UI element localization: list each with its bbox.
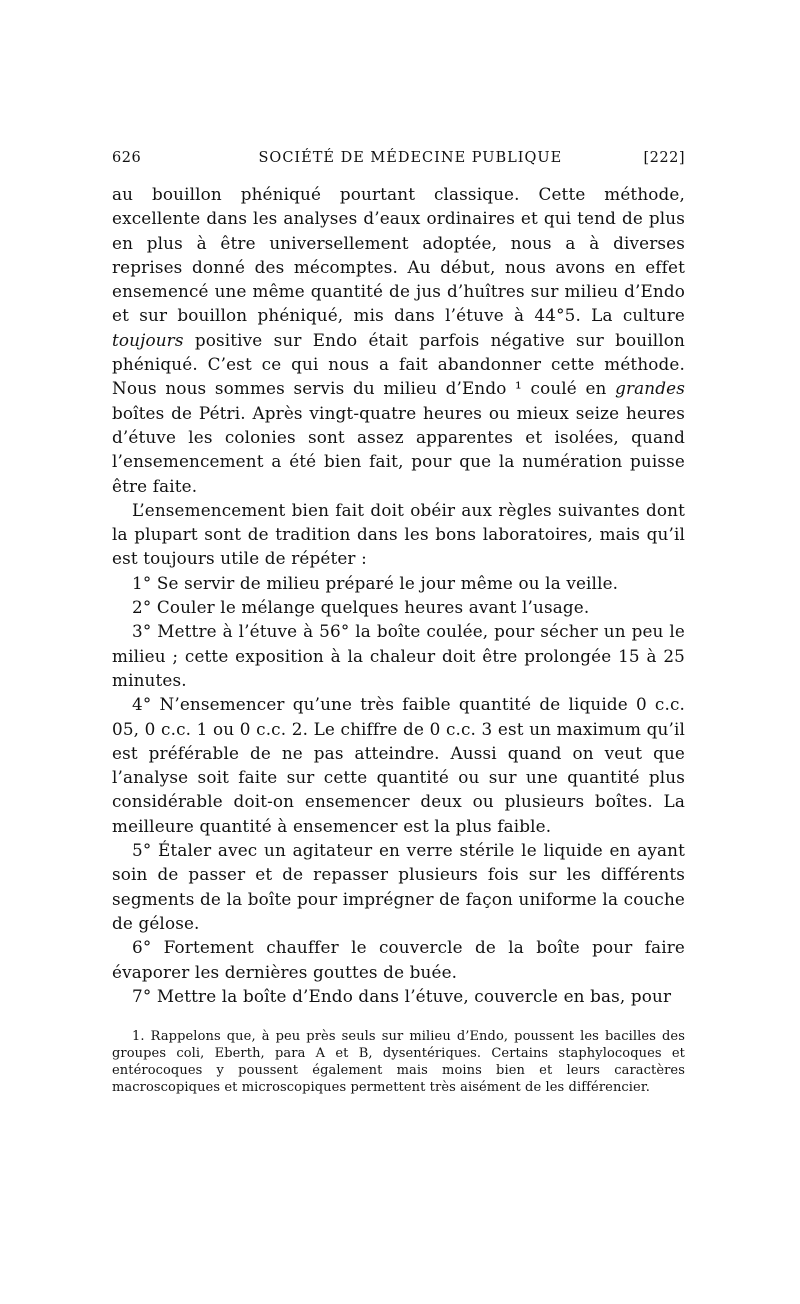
rule-item: 5° Étaler avec un agitateur en verre stérile le liquide en ayant soin de passer et de repasser plusieurs fois sur les différents segments de la boîte pour imprégner de façon uniforme la couche de gélose. (112, 840, 685, 933)
rule-item: 3° Mettre à l’étuve à 56° la boîte coulée, pour sécher un peu le milieu ; cette exposition à la chaleur doit être prolongée 15 à 25 minutes. (112, 621, 685, 690)
bracket-page-number: [222] (643, 150, 685, 166)
rule-item: 2° Couler le mélange quelques heures avant l’usage. (132, 597, 590, 618)
paragraph-text: au bouillon phéniqué pourtant classique. Cette méthode, excellente dans les analyses d’eaux ordinaires et qui tend de plus en plus à être universellement adoptée, nous a à diverses reprises donné des mécomptes. Au début, nous avons en effet ensemencé une même quantité de jus d’huîtres sur milieu d’Endo et sur bouillon phéniqué, mis dans l’étuve à 44°5. La culture (112, 184, 685, 326)
rule-item: 1° Se servir de milieu préparé le jour même ou la veille. (132, 572, 619, 593)
main-text (112, 182, 685, 1008)
rule-item: 6° Fortement chauffer le couvercle de la boîte pour faire évaporer les dernières gouttes de buée. (112, 937, 685, 982)
paragraph-method (112, 182, 685, 498)
book-page (112, 150, 685, 1096)
emphasis-text: grandes (615, 378, 685, 399)
footnote: 1. Rappelons que, à peu près seuls sur milieu d’Endo, poussent les bacilles des groupes coli, Eberth, para A et B, dysentériques. Certains staphylocoques et entérocoques y poussent également mais moins bien et leurs caractères macroscopiques et microscopiques permettent très aisément de les différencier. (112, 1029, 685, 1096)
paragraph-rules-intro: L’ensemencement bien fait doit obéir aux règles suivantes dont la plupart sont de tradition dans les bons laboratoires, mais qu’il est toujours utile de répéter : (112, 499, 685, 569)
running-head (112, 150, 685, 178)
paragraph-text: boîtes de Pétri. Après vingt-quatre heures ou mieux seize heures d’étuve les colonies sont assez apparentes et isolées, quand l’ensemencement a été bien fait, pour que la numération puisse être faite. (112, 402, 685, 496)
page-number: 626 (112, 150, 142, 166)
emphasis-text: toujours (112, 329, 184, 350)
running-title: SOCIÉTÉ DE MÉDECINE PUBLIQUE (258, 150, 563, 166)
rule-item: 7° Mettre la boîte d’Endo dans l’étuve, couvercle en bas, pour (132, 985, 672, 1006)
rule-item: 4° N’ensemencer qu’une très faible quantité de liquide 0 c.c. 05, 0 c.c. 1 ou 0 c.c. 2. Le chiffre de 0 c.c. 3 est un maximum qu’il est préférable de ne pas atteindre. Aussi quand on veut que l’analyse soit faite sur cette quantité ou sur une quantité plus considérable doit-on ensemencer deux ou plusieurs boîtes. La meilleure quantité à ensemencer est la plus faible. (112, 694, 685, 836)
paragraph-text: positive sur Endo était parfois négative sur bouillon phéniqué. C’est ce qui nous a fait abandonner cette méthode. Nous nous sommes servis du milieu d’Endo ¹ coulé en (112, 329, 685, 399)
